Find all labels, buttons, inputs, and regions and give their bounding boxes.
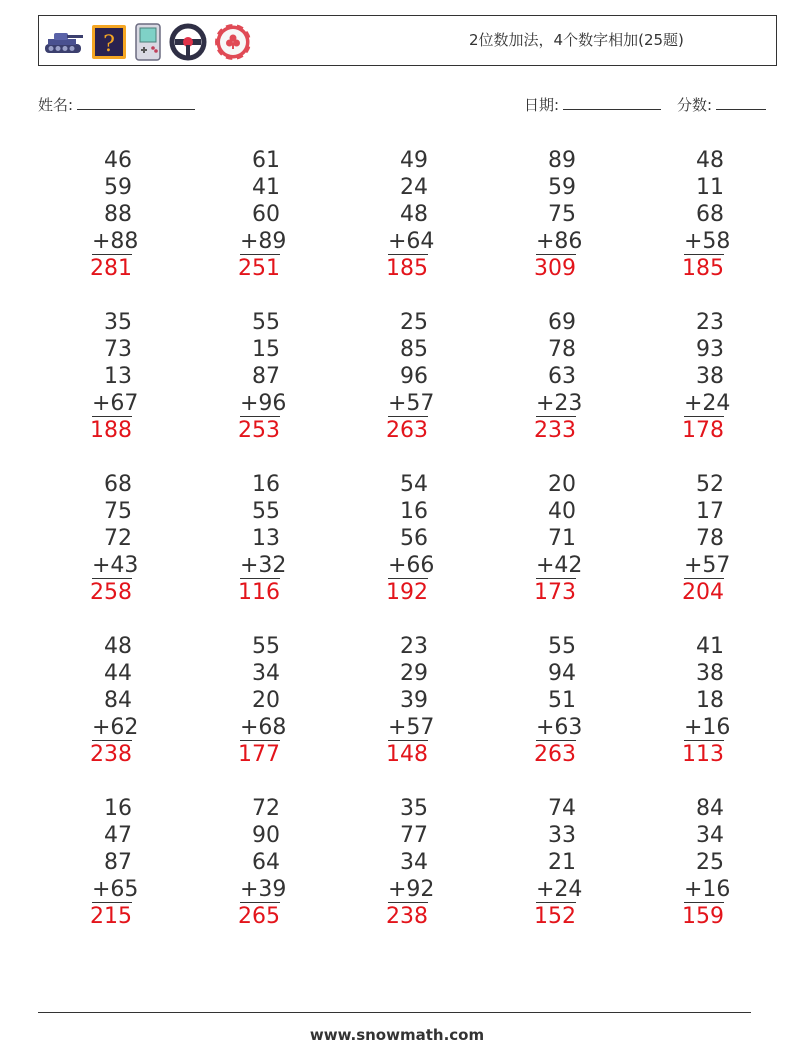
answer: 177: [238, 742, 280, 767]
last-addend: +58: [684, 229, 731, 254]
answer: 116: [238, 580, 280, 605]
answer: 204: [682, 580, 724, 605]
addition-problem: [36, 309, 139, 444]
answer: 309: [534, 256, 576, 281]
addend: 41: [696, 634, 724, 659]
addend: 68: [104, 472, 132, 497]
addition-problem: [184, 633, 287, 768]
addend: 34: [400, 850, 428, 875]
addition-problem: [332, 147, 435, 282]
date-label: 日期:: [524, 96, 560, 114]
date-blank: [563, 95, 661, 110]
addition-problem: [480, 633, 583, 768]
last-addend: +65: [92, 877, 139, 902]
answer: 178: [682, 418, 724, 443]
svg-text:?: ?: [103, 32, 115, 57]
addend: 87: [104, 850, 132, 875]
answer: 185: [386, 256, 428, 281]
answer: 215: [90, 904, 132, 929]
answer: 265: [238, 904, 280, 929]
addend: 72: [252, 796, 280, 821]
last-addend: +57: [388, 715, 435, 740]
addend: 75: [104, 499, 132, 524]
addend: 73: [104, 337, 132, 362]
addend: 46: [104, 148, 132, 173]
addend: 34: [252, 661, 280, 686]
addend: 48: [104, 634, 132, 659]
addend: 55: [252, 310, 280, 335]
last-addend: +86: [536, 229, 583, 254]
addition-problem: [628, 795, 731, 930]
addend: 89: [548, 148, 576, 173]
addition-problem: [480, 471, 583, 606]
answer: 253: [238, 418, 280, 443]
addend: 35: [104, 310, 132, 335]
last-addend: +88: [92, 229, 139, 254]
addend: 59: [548, 175, 576, 200]
steering-wheel-icon: [169, 23, 207, 61]
last-addend: +39: [240, 877, 287, 902]
addend: 48: [696, 148, 724, 173]
addend: 18: [696, 688, 724, 713]
addend: 38: [696, 661, 724, 686]
addend: 88: [104, 202, 132, 227]
addend: 23: [696, 310, 724, 335]
last-addend: +16: [684, 715, 731, 740]
addend: 20: [252, 688, 280, 713]
footer-site: www.snowmath.com: [309, 1026, 485, 1044]
answer: 148: [386, 742, 428, 767]
addend: 51: [548, 688, 576, 713]
answer: 113: [682, 742, 724, 767]
last-addend: +62: [92, 715, 139, 740]
addition-problem: [36, 795, 139, 930]
answer: 159: [682, 904, 724, 929]
addend: 49: [400, 148, 428, 173]
addition-problem: [36, 633, 139, 768]
addition-problem: [628, 309, 731, 444]
last-addend: +24: [684, 391, 731, 416]
addend: 17: [696, 499, 724, 524]
name-field: [38, 94, 195, 115]
addend: 55: [548, 634, 576, 659]
addend: 84: [104, 688, 132, 713]
addition-problem: [36, 147, 139, 282]
worksheet-title: 2位数加法，4个数字相加(25题): [469, 31, 684, 49]
addition-problem: [332, 309, 435, 444]
last-addend: +63: [536, 715, 583, 740]
addend: 60: [252, 202, 280, 227]
addition-problem: [628, 633, 731, 768]
addend: 40: [548, 499, 576, 524]
header-icons: [43, 23, 253, 61]
addition-problem: [184, 309, 287, 444]
addend: 94: [548, 661, 576, 686]
name-blank: [77, 95, 195, 110]
addition-problem: [184, 147, 287, 282]
last-addend: +68: [240, 715, 287, 740]
addend: 61: [252, 148, 280, 173]
footer-divider: [38, 1012, 751, 1013]
last-addend: +92: [388, 877, 435, 902]
last-addend: +66: [388, 553, 435, 578]
score-blank: [716, 95, 766, 110]
addend: 25: [696, 850, 724, 875]
addend: 39: [400, 688, 428, 713]
addend: 56: [400, 526, 428, 551]
addition-problem: [332, 633, 435, 768]
addend: 21: [548, 850, 576, 875]
answer: 281: [90, 256, 132, 281]
addend: 24: [400, 175, 428, 200]
addend: 64: [252, 850, 280, 875]
last-addend: +57: [684, 553, 731, 578]
addend: 23: [400, 634, 428, 659]
addend: 48: [400, 202, 428, 227]
last-addend: +96: [240, 391, 287, 416]
addend: 84: [696, 796, 724, 821]
addend: 96: [400, 364, 428, 389]
last-addend: +23: [536, 391, 583, 416]
answer: 233: [534, 418, 576, 443]
answer: 188: [90, 418, 132, 443]
name-label: 姓名:: [38, 96, 74, 114]
answer: 238: [386, 904, 428, 929]
last-addend: +64: [388, 229, 435, 254]
score-field: [677, 94, 766, 115]
answer: 192: [386, 580, 428, 605]
addend: 38: [696, 364, 724, 389]
addend: 55: [252, 634, 280, 659]
addition-problem: [628, 147, 731, 282]
addend: 59: [104, 175, 132, 200]
last-addend: +43: [92, 553, 139, 578]
addition-problem: [332, 795, 435, 930]
answer: 251: [238, 256, 280, 281]
last-addend: +32: [240, 553, 287, 578]
answer: 185: [682, 256, 724, 281]
last-addend: +89: [240, 229, 287, 254]
addend: 11: [696, 175, 724, 200]
addend: 15: [252, 337, 280, 362]
addend: 68: [696, 202, 724, 227]
addend: 44: [104, 661, 132, 686]
addition-problem: [332, 471, 435, 606]
addend: 90: [252, 823, 280, 848]
answer: 238: [90, 742, 132, 767]
addend: 87: [252, 364, 280, 389]
addend: 74: [548, 796, 576, 821]
last-addend: +42: [536, 553, 583, 578]
addend: 55: [252, 499, 280, 524]
addition-problem: [628, 471, 731, 606]
answer: 258: [90, 580, 132, 605]
date-field: [524, 94, 661, 115]
addend: 69: [548, 310, 576, 335]
addend: 78: [696, 526, 724, 551]
answer: 173: [534, 580, 576, 605]
addend: 77: [400, 823, 428, 848]
addend: 29: [400, 661, 428, 686]
worksheet-header: [38, 15, 777, 66]
addend: 93: [696, 337, 724, 362]
addition-problem: [480, 147, 583, 282]
addend: 16: [400, 499, 428, 524]
addition-problem: [36, 471, 139, 606]
addition-problem: [184, 471, 287, 606]
addend: 13: [252, 526, 280, 551]
addend: 16: [104, 796, 132, 821]
answer: 263: [386, 418, 428, 443]
tank-icon: [43, 27, 85, 57]
addend: 85: [400, 337, 428, 362]
poker-chip-icon: [213, 22, 253, 62]
question-card-icon: [91, 24, 127, 60]
addend: 52: [696, 472, 724, 497]
addend: 20: [548, 472, 576, 497]
addend: 71: [548, 526, 576, 551]
answer: 263: [534, 742, 576, 767]
addition-problem: [480, 309, 583, 444]
addend: 34: [696, 823, 724, 848]
addend: 63: [548, 364, 576, 389]
score-label: 分数:: [677, 96, 713, 114]
addend: 72: [104, 526, 132, 551]
answer: 152: [534, 904, 576, 929]
addend: 35: [400, 796, 428, 821]
addend: 78: [548, 337, 576, 362]
addend: 33: [548, 823, 576, 848]
addition-problem: [480, 795, 583, 930]
addend: 75: [548, 202, 576, 227]
addend: 41: [252, 175, 280, 200]
addend: 25: [400, 310, 428, 335]
last-addend: +67: [92, 391, 139, 416]
gameboy-icon: [133, 23, 163, 61]
addend: 13: [104, 364, 132, 389]
last-addend: +24: [536, 877, 583, 902]
addend: 16: [252, 472, 280, 497]
last-addend: +57: [388, 391, 435, 416]
last-addend: +16: [684, 877, 731, 902]
addition-problem: [184, 795, 287, 930]
addend: 54: [400, 472, 428, 497]
addend: 47: [104, 823, 132, 848]
